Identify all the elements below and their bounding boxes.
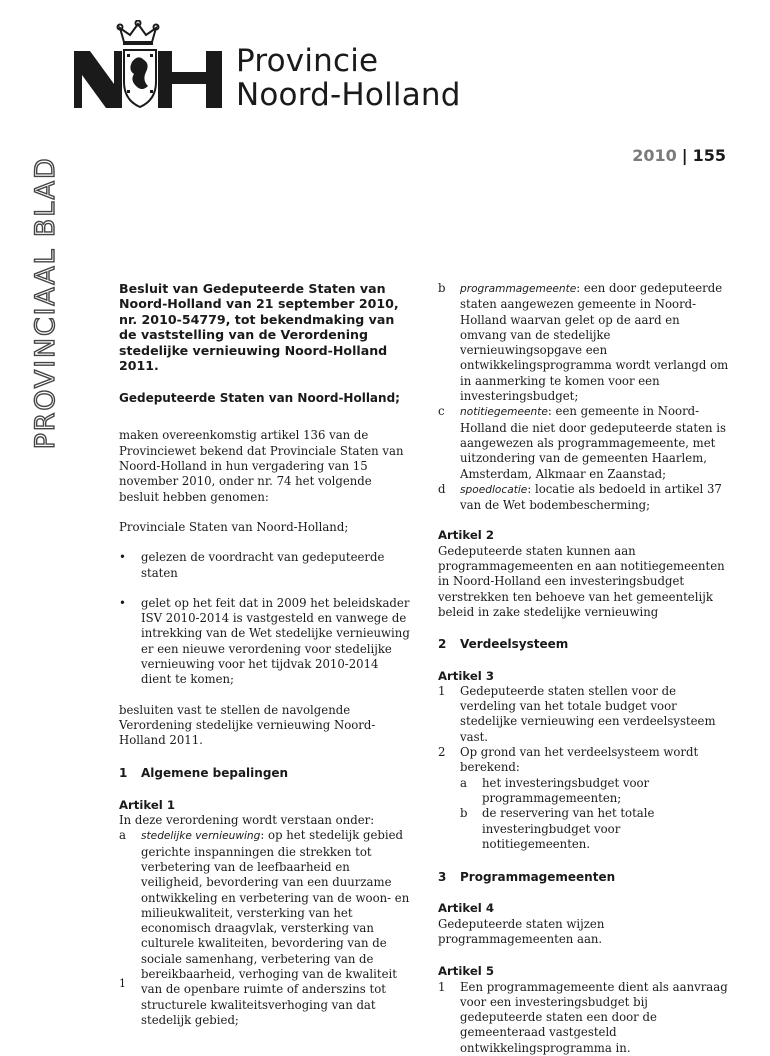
definition-item bbox=[438, 404, 730, 481]
definition-text: : locatie als bedoeld in artikel 37 van de Wet bodembescherming; bbox=[460, 481, 722, 513]
numbered-item bbox=[438, 684, 730, 745]
definition-text: : een gemeente in Noord-Holland die niet door gedeputeerde staten is aangewezen als programmagemeente, met uitzondering van de gemeenten Haarlem, Amsterdam, Alkmaar en Zaanstad; bbox=[460, 404, 726, 481]
article-3-heading: Artikel 3 bbox=[438, 668, 494, 683]
ps-paragraph: Provinciale Staten van Noord-Holland; bbox=[119, 519, 349, 534]
numbered-item bbox=[438, 745, 730, 852]
intro-paragraph: maken overeenkomstig artikel 136 van de Provinciewet bekend dat Provinciale Staten van Noord-Holland in hun vergadering van 15 november 2010, onder nr. 74 het volgende besluit hebben genomen: bbox=[119, 428, 404, 504]
definition-term: programmagemeente bbox=[460, 283, 577, 295]
sub-item-marker: b bbox=[460, 806, 468, 821]
bullet-text: gelezen de voordracht van gedeputeerde staten bbox=[141, 550, 385, 580]
document-title: Besluit van Gedeputeerde Staten van Noord-Holland van 21 september 2010, nr. 2010-54779, tot bekendmaking van de vaststelling van de Verordening stedelijke vernieuwing Noord-Holland 2011. bbox=[119, 281, 399, 374]
section-number: 3 bbox=[438, 870, 447, 885]
article-5-heading: Artikel 5 bbox=[438, 964, 494, 979]
item-text: Een programmagemeente dient als aanvraag voor een investeringsbudget bij gedeputeerde staten een door de gemeenteraad vastgesteld ontwikkelingsprogramma in. bbox=[460, 979, 728, 1055]
sub-item bbox=[460, 776, 730, 807]
section-title: Verdeelsysteem bbox=[460, 637, 569, 652]
section-title: Algemene bepalingen bbox=[141, 766, 289, 781]
issue-number bbox=[632, 146, 726, 165]
article-2-text: Gedeputeerde staten kunnen aan programmagemeenten en aan notitiegemeenten in Noord-Holland een investeringsbudget verstrekken ten behoeve van het gemeentelijk beleid in zake stedelijke vernieuwing bbox=[438, 543, 725, 619]
item-marker: b bbox=[438, 281, 446, 295]
issue-separator: | bbox=[681, 146, 688, 165]
side-label-container bbox=[30, 148, 62, 458]
sub-item-text: het investeringsbudget voor programmagemeenten; bbox=[482, 775, 650, 805]
sub-item-text: de reservering van het totale investeringbudget voor notitiegemeenten. bbox=[482, 806, 655, 851]
article-4-text: Gedeputeerde staten wijzen programmagemeenten aan. bbox=[438, 916, 605, 946]
article-2-heading: Artikel 2 bbox=[438, 528, 494, 543]
item-marker: 1 bbox=[438, 979, 446, 994]
definition-text: : op het stedelijk gebied gerichte inspanningen die strekken tot verbetering van de leefbaarheid en veiligheid, bevordering van een duurzame ontwikkeling en verbetering van de woon- en milieukwaliteit, versterking van het economisch draagvlak, versterking van culturele kwaliteiten, bevordering van de sociale samenhang, verbetering van de bereikbaarheid, verhoging van de kwaliteit van de openbare ruimte of anderszins tot structurele kwaliteitsverhoging van dat stedelijk gebied; bbox=[141, 828, 410, 1027]
article-1-intro: In deze verordening wordt verstaan onder: bbox=[119, 813, 375, 828]
section-heading-3 bbox=[438, 870, 730, 885]
definition-item bbox=[119, 828, 411, 1028]
org-name-line1: Provincie bbox=[236, 43, 379, 79]
bullet-item bbox=[119, 596, 411, 688]
item-marker: 1 bbox=[438, 683, 446, 698]
item-marker: d bbox=[438, 481, 446, 496]
section-heading-1 bbox=[119, 766, 411, 781]
section-number: 2 bbox=[438, 637, 447, 652]
page-number: 1 bbox=[119, 977, 126, 990]
numbered-item bbox=[438, 980, 730, 1056]
section-heading-2 bbox=[438, 637, 730, 652]
definition-text: : een door gedeputeerde staten aangewezen gemeente in Noord-Holland waarvan gelet op de aard en omvang van de stedelijke vernieuwingsopgave een ontwikkelingsprogramma wordt verlangd om in aanmerking te komen voor een investeringsbudget; bbox=[460, 281, 729, 404]
item-marker: 2 bbox=[438, 745, 446, 760]
definition-term: stedelijke vernieuwing bbox=[141, 830, 261, 843]
item-text: Op grond van het verdeelsysteem wordt berekend: bbox=[460, 745, 699, 775]
besluiten-paragraph: besluiten vast te stellen de navolgende Verordening stedelijke vernieuwing Noord-Holland 2011. bbox=[119, 702, 376, 748]
provincie-noord-holland-logo bbox=[72, 20, 224, 115]
sub-item-marker: a bbox=[460, 775, 467, 790]
left-column bbox=[119, 281, 411, 1028]
section-number: 1 bbox=[119, 766, 128, 781]
item-text: Gedeputeerde staten stellen voor de verdeling van het totale budget voor stedelijke vernieuwing een verdeelsysteem vast. bbox=[460, 683, 716, 744]
bullet-marker: • bbox=[119, 550, 126, 565]
bullet-text: gelet op het feit dat in 2009 het beleidskader ISV 2010-2014 is vastgesteld en vanwege de intrekking van de Wet stedelijke vernieuwing er een nieuwe verordening voor stedelijke vernieuwing voor het tijdvak 2010-2014 dient te komen; bbox=[141, 595, 410, 687]
definition-item bbox=[438, 482, 730, 514]
issue-year: 2010 bbox=[632, 146, 677, 165]
definition-item bbox=[438, 281, 730, 404]
bullet-item bbox=[119, 550, 411, 581]
definition-term: notitiegemeente bbox=[460, 406, 548, 419]
item-marker: a bbox=[119, 828, 126, 843]
right-column bbox=[438, 281, 730, 1056]
bullet-marker: • bbox=[119, 595, 126, 610]
organisation-name bbox=[236, 44, 461, 112]
subhead: Gedeputeerde Staten van Noord-Holland; bbox=[119, 391, 400, 406]
item-marker: c bbox=[438, 404, 445, 419]
org-name-line2: Noord-Holland bbox=[236, 77, 461, 113]
sub-item bbox=[460, 806, 730, 852]
side-label: PROVINCIAAL BLAD bbox=[30, 156, 61, 450]
definition-term: spoedlocatie bbox=[460, 483, 528, 496]
issue-no: 155 bbox=[692, 146, 726, 165]
section-title: Programmagemeenten bbox=[460, 870, 616, 885]
article-4-heading: Artikel 4 bbox=[438, 901, 494, 916]
article-1-heading: Artikel 1 bbox=[119, 797, 175, 812]
